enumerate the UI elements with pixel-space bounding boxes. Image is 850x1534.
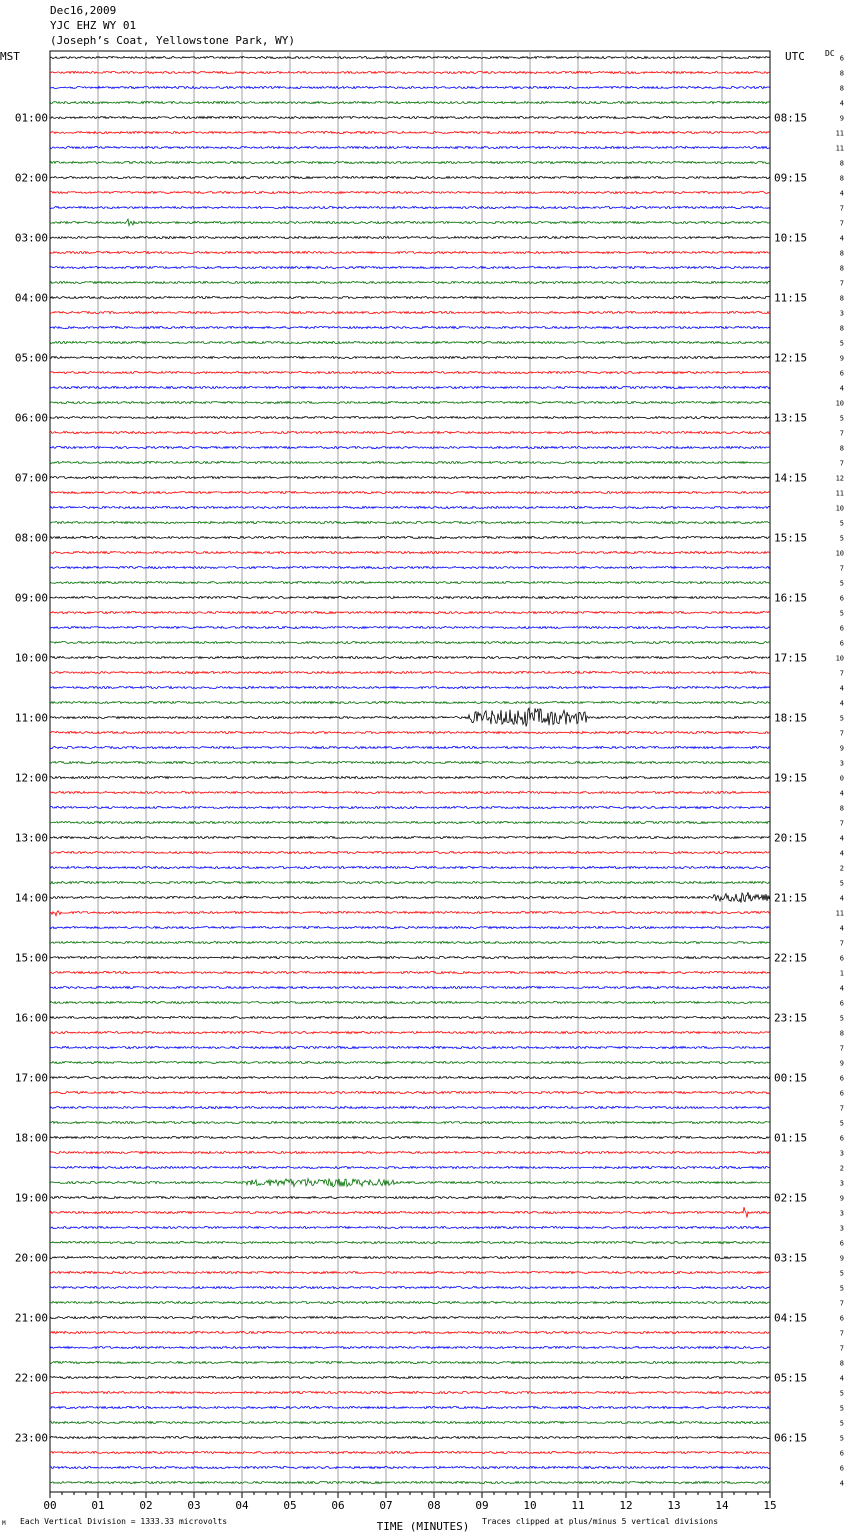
dc-offset-value: 10 [835,654,844,663]
x-tick-label: 13 [667,1499,681,1512]
dc-offset-value: 11 [835,489,844,498]
dc-offset-value: 9 [839,1059,844,1068]
trace-line [50,236,770,238]
trace-line [50,1451,770,1453]
hour-label-right: 13:15 [774,411,808,425]
dc-offset-value: 4 [839,384,844,393]
dc-offset-value: 10 [835,504,844,513]
hour-label-right: 18:15 [774,711,808,725]
trace-line [50,266,770,268]
dc-offset-value: 5 [839,519,844,528]
trace-line [50,1421,770,1423]
trace-line [50,656,770,658]
dc-offset-value: 2 [839,1164,844,1173]
hour-label-right: 06:15 [774,1431,808,1445]
trace-line [50,1256,770,1258]
dc-offset-value: 9 [839,114,844,123]
dc-offset-value: 7 [839,279,844,288]
trace-line [50,56,770,58]
x-tick-label: 12 [619,1499,633,1512]
dc-offset-value: 4 [839,789,844,798]
trace-line [50,536,770,538]
dc-offset-value: 3 [839,759,844,768]
trace-line [50,1106,770,1108]
trace-line [50,821,770,823]
trace-line [50,866,770,868]
dc-offset-value: 10 [835,549,844,558]
trace-line [50,836,770,838]
dc-offset-value: 6 [839,624,844,633]
trace-line [50,986,770,988]
dc-offset-value: 8 [839,294,844,303]
dc-offset-value: 5 [839,1119,844,1128]
trace-line [50,1121,770,1123]
trace-line [50,708,770,726]
hour-label-right: 21:15 [774,891,808,905]
dc-offset-value: 8 [839,444,844,453]
hour-label-right: 14:15 [774,471,808,485]
hour-label-left: 03:00 [14,231,48,245]
dc-offset-value: 8 [839,84,844,93]
dc-offset-value: 7 [839,564,844,573]
x-tick-label: 07 [379,1499,393,1512]
trace-line [50,1001,770,1003]
dc-offset-value: 8 [839,264,844,273]
trace-line [50,551,770,553]
hour-label-left: 16:00 [14,1011,48,1025]
trace-line [50,1481,770,1483]
dc-offset-value: 7 [839,204,844,213]
hour-label-right: 20:15 [774,831,808,845]
dc-offset-value: 6 [839,1314,844,1323]
trace-line [50,1301,770,1303]
trace-line [50,1241,770,1243]
trace-line [50,566,770,568]
dc-offset-value: 9 [839,744,844,753]
trace-line [50,971,770,973]
dc-offset-value: 10 [835,399,844,408]
date-title: Dec16,2009 [50,4,117,17]
x-axis-label: TIME (MINUTES) [376,1520,470,1533]
trace-line [50,731,770,733]
dc-offset-value: 5 [839,339,844,348]
trace-line [50,1361,770,1363]
trace-line [50,491,770,493]
trace-line [50,146,770,148]
dc-offset-value: 5 [839,1269,844,1278]
hour-label-left: 07:00 [14,471,48,485]
dc-offset-value: 7 [839,1344,844,1353]
hour-label-left: 08:00 [14,531,48,545]
trace-line [50,1016,770,1018]
dc-offset-value: 8 [839,804,844,813]
dc-offset-value: 7 [839,219,844,228]
trace-line [50,281,770,283]
trace-line [50,1207,770,1218]
trace-line [50,1226,770,1228]
trace-line [50,506,770,508]
dc-offset-value: 8 [839,174,844,183]
trace-line [50,926,770,928]
hour-label-right: 19:15 [774,771,808,785]
dc-offset-value: 6 [839,594,844,603]
hour-label-left: 17:00 [14,1071,48,1085]
trace-line [50,1076,770,1078]
dc-offset-value: 7 [839,1044,844,1053]
hour-label-left: 22:00 [14,1371,48,1385]
dc-offset-value: 5 [839,414,844,423]
hour-label-left: 18:00 [14,1131,48,1145]
dc-offset-value: 6 [839,1074,844,1083]
hour-label-left: 05:00 [14,351,48,365]
trace-line [50,371,770,373]
hour-label-right: 01:15 [774,1131,808,1145]
dc-offset-value: 7 [839,1104,844,1113]
hour-label-left: 20:00 [14,1251,48,1265]
trace-line [50,776,770,778]
dc-offset-value: 4 [839,849,844,858]
hour-label-left: 11:00 [14,711,48,725]
trace-line [50,806,770,808]
trace-line [50,1166,770,1168]
trace-line [50,476,770,478]
station-location: (Joseph’s Coat, Yellowstone Park, WY) [50,34,296,47]
trace-line [50,116,770,118]
dc-offset-value: 4 [839,99,844,108]
trace-line [50,311,770,313]
dc-offset-value: 3 [839,1224,844,1233]
trace-line [50,431,770,433]
x-tick-label: 10 [523,1499,537,1512]
dc-offset-value: 6 [839,1449,844,1458]
dc-offset-value: 12 [835,474,844,483]
dc-offset-value: 11 [835,909,844,918]
dc-offset-value: 7 [839,939,844,948]
x-tick-label: 05 [283,1499,297,1512]
dc-offset-value: 9 [839,1194,844,1203]
trace-line [50,191,770,193]
trace-line [50,206,770,208]
dc-offset-value: 5 [839,534,844,543]
hour-label-left: 04:00 [14,291,48,305]
trace-line [50,176,770,178]
dc-offset-value: 4 [839,699,844,708]
trace-line [50,1136,770,1138]
trace-line [50,671,770,673]
x-tick-label: 09 [475,1499,489,1512]
trace-line [50,86,770,88]
trace-line [50,1436,770,1438]
trace-line [50,1271,770,1273]
hour-label-right: 22:15 [774,951,808,965]
trace-line [50,1406,770,1408]
dc-offset-value: 7 [839,1329,844,1338]
trace-line [50,761,770,763]
x-tick-label: 01 [91,1499,105,1512]
trace-line [50,1196,770,1198]
hour-label-right: 02:15 [774,1191,808,1205]
trace-line [50,881,770,883]
trace-line [50,611,770,613]
dc-offset-value: 5 [839,609,844,618]
dc-offset-value: 2 [839,864,844,873]
trace-line [50,521,770,523]
hour-label-left: 10:00 [14,651,48,665]
trace-line [50,401,770,403]
dc-offset-value: 3 [839,309,844,318]
x-tick-label: 11 [571,1499,585,1512]
dc-offset-value: 6 [839,1239,844,1248]
dc-offset-value: 8 [839,69,844,78]
dc-offset-value: 7 [839,729,844,738]
trace-line [50,1316,770,1318]
dc-offset-value: 5 [839,1434,844,1443]
dc-offset-value: 11 [835,144,844,153]
dc-offset-value: 4 [839,984,844,993]
trace-line [50,131,770,133]
hour-label-right: 11:15 [774,291,808,305]
dc-offset-value: 6 [839,1464,844,1473]
trace-line [50,1286,770,1288]
trace-line [50,1346,770,1348]
dc-offset-value: 7 [839,1299,844,1308]
trace-line [50,219,770,226]
trace-line [50,791,770,793]
trace-line [50,626,770,628]
trace-line [50,356,770,358]
dc-offset-value: 4 [839,234,844,243]
trace-line [50,686,770,688]
dc-offset-value: 5 [839,1419,844,1428]
dc-offset-value: 5 [839,1389,844,1398]
x-tick-label: 06 [331,1499,345,1512]
hour-label-right: 17:15 [774,651,808,665]
dc-offset-value: 8 [839,324,844,333]
dc-offset-value: 1 [839,969,844,978]
trace-line [50,1179,770,1187]
hour-label-right: 23:15 [774,1011,808,1025]
trace-line [50,101,770,103]
trace-line [50,296,770,298]
dc-offset-value: 9 [839,354,844,363]
x-tick-label: 15 [763,1499,777,1512]
dc-offset-value: 4 [839,1479,844,1488]
trace-line [50,1031,770,1033]
dc-offset-value: 4 [839,684,844,693]
hour-label-left: 13:00 [14,831,48,845]
hour-label-left: 14:00 [14,891,48,905]
clip-note: Traces clipped at plus/minus 5 vertical divisions [482,1517,719,1526]
dc-offset-value: 5 [839,1284,844,1293]
hour-label-right: 10:15 [774,231,808,245]
hour-label-right: 12:15 [774,351,808,365]
trace-line [50,461,770,463]
hour-label-left: 19:00 [14,1191,48,1205]
trace-line [50,326,770,328]
corner-mark: M [2,1520,6,1527]
left-timezone-label: MST [0,50,20,63]
x-tick-label: 04 [235,1499,249,1512]
dc-offset-value: 5 [839,579,844,588]
dc-offset-value: 3 [839,1209,844,1218]
dc-offset-value: 6 [839,1134,844,1143]
trace-line [50,851,770,853]
hour-label-right: 15:15 [774,531,808,545]
dc-offset-value: 7 [839,669,844,678]
trace-line [50,596,770,598]
dc-header-label: DC [825,49,835,58]
trace-line [50,941,770,943]
hour-label-left: 15:00 [14,951,48,965]
dc-offset-value: 5 [839,1404,844,1413]
trace-line [50,1391,770,1393]
dc-offset-value: 7 [839,459,844,468]
dc-offset-value: 7 [839,429,844,438]
dc-offset-value: 6 [839,639,844,648]
right-timezone-label: UTC [785,50,805,63]
trace-line [50,251,770,253]
dc-offset-value: 8 [839,1359,844,1368]
trace-line [50,386,770,388]
dc-offset-value: 0 [839,774,844,783]
trace-line [50,1046,770,1048]
dc-offset-value: 9 [839,1254,844,1263]
hour-label-right: 03:15 [774,1251,808,1265]
trace-line [50,641,770,643]
trace-line [50,1061,770,1063]
dc-offset-value: 7 [839,819,844,828]
hour-label-left: 23:00 [14,1431,48,1445]
dc-offset-value: 4 [839,924,844,933]
scale-note: Each Vertical Division = 1333.33 microvolts [20,1517,228,1526]
dc-offset-value: 3 [839,1149,844,1158]
trace-line [50,416,770,418]
trace-line [50,746,770,748]
x-tick-label: 02 [139,1499,153,1512]
dc-offset-value: 4 [839,189,844,198]
dc-offset-value: 5 [839,879,844,888]
dc-offset-value: 11 [835,129,844,138]
dc-offset-value: 3 [839,1179,844,1188]
trace-line [50,701,770,703]
dc-offset-value: 6 [839,369,844,378]
dc-offset-value: 5 [839,1014,844,1023]
hour-label-right: 09:15 [774,171,808,185]
hour-label-right: 05:15 [774,1371,808,1385]
hour-label-right: 16:15 [774,591,808,605]
x-tick-label: 08 [427,1499,441,1512]
trace-line [50,911,770,916]
dc-offset-value: 6 [839,1089,844,1098]
dc-offset-value: 6 [839,999,844,1008]
trace-line [50,341,770,343]
dc-offset-value: 4 [839,894,844,903]
dc-offset-value: 5 [839,714,844,723]
trace-line [50,1091,770,1093]
hour-label-left: 02:00 [14,171,48,185]
trace-line [50,446,770,448]
dc-offset-value: 4 [839,1374,844,1383]
dc-offset-value: 4 [839,834,844,843]
trace-line [50,161,770,163]
hour-label-left: 06:00 [14,411,48,425]
hour-label-left: 09:00 [14,591,48,605]
trace-line [50,892,770,902]
hour-label-right: 04:15 [774,1311,808,1325]
dc-offset-value: 8 [839,249,844,258]
station-code: YJC EHZ WY 01 [50,19,137,32]
x-tick-label: 03 [187,1499,201,1512]
trace-line [50,581,770,583]
dc-offset-value: 6 [839,54,844,63]
trace-line [50,1376,770,1378]
dc-offset-value: 8 [839,159,844,168]
hour-label-left: 21:00 [14,1311,48,1325]
hour-label-left: 01:00 [14,111,48,125]
trace-line [50,71,770,73]
x-tick-label: 00 [43,1499,57,1512]
hour-label-right: 00:15 [774,1071,808,1085]
dc-offset-value: 6 [839,954,844,963]
trace-line [50,956,770,958]
x-tick-label: 14 [715,1499,729,1512]
dc-offset-value: 8 [839,1029,844,1038]
trace-line [50,1331,770,1333]
hour-label-left: 12:00 [14,771,48,785]
trace-line [50,1466,770,1468]
trace-line [50,1151,770,1153]
hour-label-right: 08:15 [774,111,808,125]
